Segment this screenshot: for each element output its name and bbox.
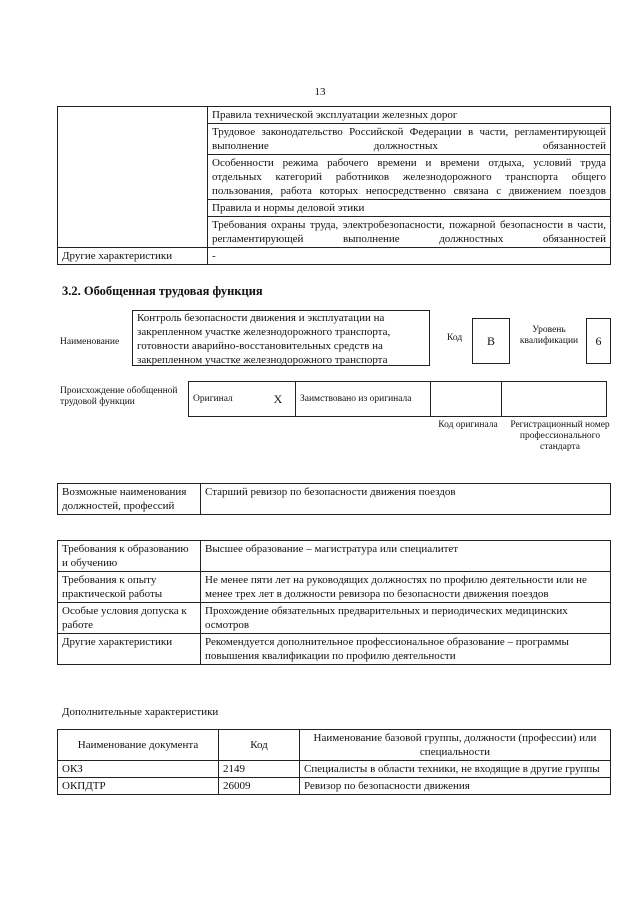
- original-mark-cell: X: [261, 382, 296, 417]
- table-cell: Ревизор по безопасности движения: [300, 778, 611, 795]
- level-value-box: 6: [586, 318, 611, 364]
- table-header-row: [58, 730, 611, 761]
- code-original-label: Код оригинала: [438, 420, 498, 430]
- origin-table: [188, 381, 607, 417]
- table-cell: Не менее пяти лет на руководящих должностях по профилю деятельности или не менее трех лет в должности ревизора по безопасности движения поездов: [201, 572, 611, 603]
- table-label-cell: Требования к образованию и обучению: [58, 541, 201, 572]
- table-row: [58, 248, 611, 265]
- table-row: [58, 603, 611, 634]
- table-row: [189, 382, 607, 417]
- level-label: Уровень квалификации: [519, 325, 579, 346]
- name-label: Наименование: [60, 337, 120, 347]
- table-cell: Особенности режима рабочего времени и времени отдыха, условий труда отдельных категорий работников железнодорожного транспорта общего пользования, работа которых непосредственно связана с движением поездов: [208, 155, 611, 200]
- code-value-box: B: [472, 318, 510, 364]
- positions-table: [57, 483, 611, 515]
- table-label-cell: Другие характеристики: [58, 248, 208, 265]
- table-label-cell: Другие характеристики: [58, 634, 201, 665]
- table-row: [58, 761, 611, 778]
- table-cell: 2149: [219, 761, 300, 778]
- additional-table: [57, 729, 611, 795]
- table-cell: Рекомендуется дополнительное профессиональное образование – программы повышения квалификации по профилю деятельности: [201, 634, 611, 665]
- table-cell: Старший ревизор по безопасности движения поездов: [201, 484, 611, 515]
- reg-number-label: Регистрационный номер профессионального стандарта: [510, 420, 610, 452]
- table-cell: Трудовое законодательство Российской Федерации в части, регламентирующей выполнение должностных обязанностей: [208, 124, 611, 155]
- reg-number-cell: [502, 382, 607, 417]
- table-cell: Прохождение обязательных предварительных и периодических медицинских осмотров: [201, 603, 611, 634]
- table-label-cell: Возможные наименования должностей, профессий: [58, 484, 201, 515]
- section-title: 3.2. Обобщенная трудовая функция: [62, 284, 263, 298]
- table-row: [58, 778, 611, 795]
- table-row: [58, 541, 611, 572]
- borrowed-label-cell: Заимствовано из оригинала: [296, 382, 431, 417]
- table-row: [58, 484, 611, 515]
- function-name-box: Контроль безопасности движения и эксплуатации на закрепленном участке железнодорожного транспорта, готовности аварийно-восстановительных средств на закрепленном участке железнодорожного транспорта: [132, 310, 430, 366]
- table-row: [58, 634, 611, 665]
- table-header-cell: Наименование базовой группы, должности (профессии) или специальности: [300, 730, 611, 761]
- table-header-cell: Код: [219, 730, 300, 761]
- table-cell: Правила и нормы деловой этики: [208, 200, 611, 217]
- table-header-cell: Наименование документа: [58, 730, 219, 761]
- table-label-cell: Особые условия допуска к работе: [58, 603, 201, 634]
- table-label-cell: Требования к опыту практической работы: [58, 572, 201, 603]
- requirements-table: [57, 540, 611, 665]
- table-cell: Правила технической эксплуатации железных дорог: [208, 107, 611, 124]
- table-row: [58, 107, 611, 124]
- table-cell: Специалисты в области техники, не входящие в другие группы: [300, 761, 611, 778]
- page-number: 13: [314, 86, 326, 98]
- original-label-cell: Оригинал: [189, 382, 262, 417]
- code-label: Код: [447, 333, 463, 343]
- code-original-cell: [431, 382, 502, 417]
- table-cell: Высшее образование – магистратура или специалитет: [201, 541, 611, 572]
- table-cell: -: [208, 248, 611, 265]
- table-cell: ОКПДТР: [58, 778, 219, 795]
- knowledge-table: [57, 106, 611, 265]
- origin-label: Происхождение обобщенной трудовой функции: [60, 386, 178, 407]
- table-cell: Требования охраны труда, электробезопасности, пожарной безопасности в части, регламентирующей выполнение должностных обязанностей: [208, 217, 611, 248]
- table-cell-empty: [58, 107, 208, 248]
- additional-title: Дополнительные характеристики: [62, 706, 219, 718]
- table-row: [58, 572, 611, 603]
- table-cell: ОКЗ: [58, 761, 219, 778]
- table-cell: 26009: [219, 778, 300, 795]
